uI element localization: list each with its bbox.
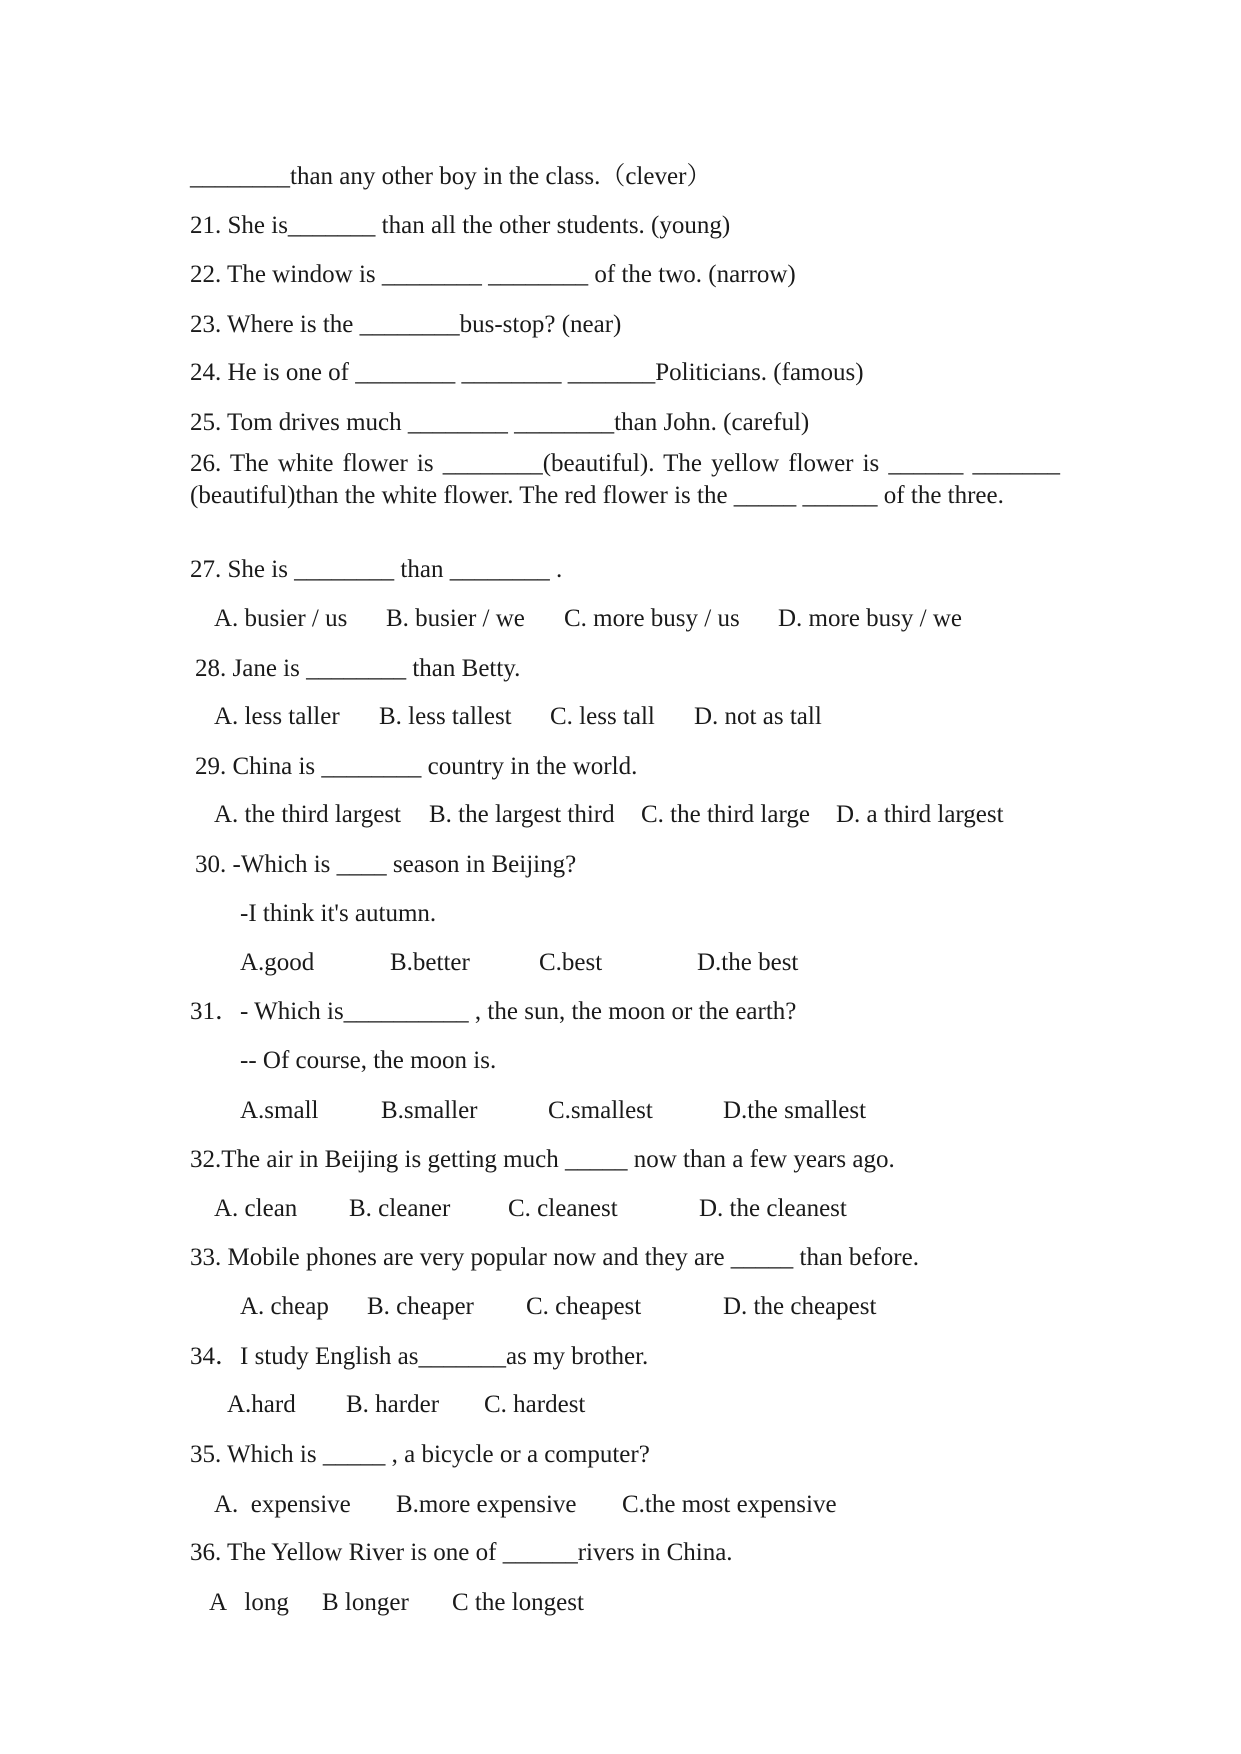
question-31-stem bbox=[0, 997, 1241, 1027]
question-21: 21. She is_______ than all the other students. (young) bbox=[190, 212, 731, 239]
question-36-stem: 36. The Yellow River is one of ______rivers in China. bbox=[190, 1539, 733, 1566]
option-a: A.hard bbox=[227, 1391, 296, 1418]
option-d: D. more busy / we bbox=[778, 605, 962, 632]
question-31-reply: -- Of course, the moon is. bbox=[240, 1047, 497, 1074]
question-26-line-1: 26. The white flower is ________(beautiful). The yellow flower is ______ _______ bbox=[190, 450, 1060, 477]
option-b: B. harder bbox=[346, 1391, 440, 1418]
option-c: C. less tall bbox=[550, 703, 655, 730]
question-29-stem: 29. China is ________ country in the world. bbox=[195, 753, 638, 780]
question-text: I study English as_______as my brother. bbox=[240, 1343, 649, 1370]
option-a: A.good bbox=[240, 949, 315, 976]
option-b: B. busier / we bbox=[386, 605, 525, 632]
question-33-stem: 33. Mobile phones are very popular now and they are _____ than before. bbox=[190, 1244, 919, 1271]
question-20-continuation: ________than any other boy in the class.（clever） bbox=[190, 163, 712, 190]
option-b: B. less tallest bbox=[379, 703, 512, 730]
option-a: A long bbox=[209, 1589, 289, 1616]
option-b: B.smaller bbox=[381, 1097, 478, 1124]
option-b: B. cheaper bbox=[367, 1293, 474, 1320]
question-34-options bbox=[0, 1390, 1241, 1420]
question-22: 22. The window is ________ ________ of the two. (narrow) bbox=[190, 261, 796, 288]
question-28-stem: 28. Jane is ________ than Betty. bbox=[195, 655, 521, 682]
option-a: A. clean bbox=[214, 1195, 298, 1222]
option-c: C the longest bbox=[452, 1589, 584, 1616]
question-27-stem: 27. She is ________ than ________ . bbox=[190, 556, 563, 583]
question-23: 23. Where is the ________bus-stop? (near) bbox=[190, 311, 622, 338]
question-27-options bbox=[0, 604, 1241, 634]
option-b: B. cleaner bbox=[349, 1195, 451, 1222]
option-b: B. the largest third bbox=[429, 801, 615, 828]
option-b: B.better bbox=[390, 949, 470, 976]
question-number: 34． bbox=[190, 1343, 241, 1370]
option-c: C. hardest bbox=[484, 1391, 586, 1418]
question-32-stem: 32.The air in Beijing is getting much _____ now than a few years ago. bbox=[190, 1146, 895, 1173]
question-25: 25. Tom drives much ________ ________than John. (careful) bbox=[190, 409, 810, 436]
option-c: C. cheapest bbox=[526, 1293, 642, 1320]
option-a: A. busier / us bbox=[214, 605, 348, 632]
option-d: D. not as tall bbox=[694, 703, 822, 730]
option-b: B.more expensive bbox=[396, 1491, 577, 1518]
option-d: D. the cheapest bbox=[723, 1293, 877, 1320]
question-32-options bbox=[0, 1194, 1241, 1224]
question-35-stem: 35. Which is _____ , a bicycle or a computer? bbox=[190, 1441, 650, 1468]
option-c: C. cleanest bbox=[508, 1195, 618, 1222]
question-30-stem: 30. -Which is ____ season in Beijing? bbox=[195, 851, 577, 878]
question-30-options bbox=[0, 948, 1241, 978]
option-c: C. more busy / us bbox=[564, 605, 740, 632]
option-a: A.small bbox=[240, 1097, 319, 1124]
question-29-options bbox=[0, 800, 1241, 830]
option-d: D. a third largest bbox=[836, 801, 1004, 828]
option-c: C.the most expensive bbox=[622, 1491, 837, 1518]
question-text: - Which is__________ , the sun, the moon or the earth? bbox=[240, 998, 797, 1025]
option-b: B longer bbox=[322, 1589, 409, 1616]
option-c: C.smallest bbox=[548, 1097, 653, 1124]
option-a: A. expensive bbox=[214, 1491, 351, 1518]
question-30-reply: -I think it's autumn. bbox=[240, 900, 437, 927]
question-number: 31． bbox=[190, 998, 241, 1025]
option-d: D. the cleanest bbox=[699, 1195, 847, 1222]
option-d: D.the smallest bbox=[723, 1097, 867, 1124]
option-a: A. less taller bbox=[214, 703, 340, 730]
option-a: A. the third largest bbox=[214, 801, 401, 828]
option-d: D.the best bbox=[697, 949, 799, 976]
option-c: C.best bbox=[539, 949, 603, 976]
question-34-stem bbox=[0, 1342, 1241, 1372]
option-a: A. cheap bbox=[240, 1293, 329, 1320]
question-28-options bbox=[0, 702, 1241, 732]
option-c: C. the third large bbox=[641, 801, 810, 828]
question-35-options bbox=[0, 1490, 1241, 1520]
question-26-line-2: (beautiful)than the white flower. The red flower is the _____ ______ of the three. bbox=[190, 482, 1004, 509]
question-31-options bbox=[0, 1096, 1241, 1126]
question-33-options bbox=[0, 1292, 1241, 1322]
question-24: 24. He is one of ________ ________ _______Politicians. (famous) bbox=[190, 359, 864, 386]
question-36-options bbox=[0, 1588, 1241, 1618]
